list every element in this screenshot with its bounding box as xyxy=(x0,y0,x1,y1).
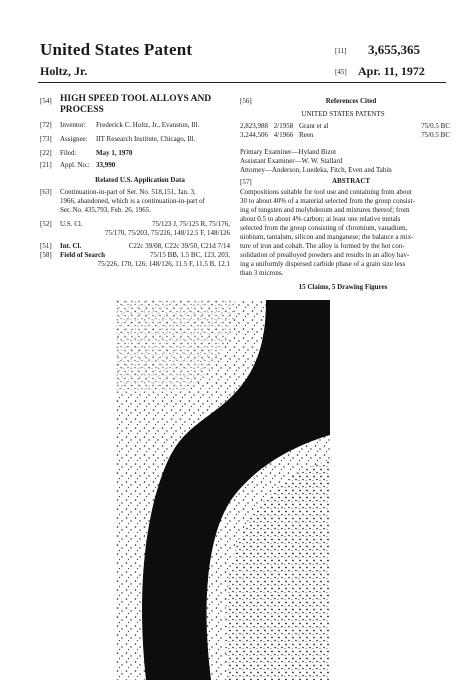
uscl-code: [52] xyxy=(40,220,52,228)
reference-row xyxy=(240,122,450,131)
cont-line: Ser. No. 435,793, Feb. 26, 1965. xyxy=(60,206,151,214)
cont-line: 1966, abandoned, which is a continuation-in-part of xyxy=(60,197,206,205)
inventor-label: Inventor: xyxy=(60,121,86,129)
abstract-line: 30 to about 40% of a material selected from the group consist- xyxy=(240,197,415,205)
abstract-line: about 0.5 to about 4% carbon; at least one relative metals xyxy=(240,215,401,223)
patents-heading: UNITED STATES PATENTS xyxy=(301,110,385,118)
abstract-line: Compositions suitable for tool use and containing from about xyxy=(240,188,412,196)
abstract-line: than 3 microns. xyxy=(240,269,284,277)
patent-number-code: [11] xyxy=(335,47,347,55)
cont-code: [63] xyxy=(40,188,52,196)
patent-date: Apr. 11, 1972 xyxy=(358,64,425,78)
assistant-examiner: Assistant Examiner—W. W. Stallard xyxy=(240,157,343,165)
filed-label: Filed: xyxy=(60,149,77,157)
abstract-line: ture of iron and cobalt. The alloy is formed by the hot con- xyxy=(240,242,405,250)
abstract-text xyxy=(240,188,450,278)
intcl-code: [51] xyxy=(40,242,52,250)
ref-number: 2,823,988 xyxy=(240,122,268,130)
header-rule xyxy=(38,82,446,83)
appl-value: 33,990 xyxy=(96,161,116,169)
inventor-value: Frederick C. Holtz, Jr., Evanston, Ill. xyxy=(96,121,200,129)
title-code: [54] xyxy=(40,97,52,105)
abstract-line: ing a uniformly dispersed carbide phase of a grain size less xyxy=(240,260,406,268)
intcl-label: Int. Cl. xyxy=(60,242,82,250)
inventor-code: [72] xyxy=(40,121,52,129)
refs-heading: References Cited xyxy=(325,97,377,105)
cont-text xyxy=(60,188,232,215)
author-name: Holtz, Jr. xyxy=(40,64,88,78)
uscl-label: U.S. Cl. xyxy=(60,220,83,228)
ref-class: 75/0.5 BC xyxy=(421,122,450,130)
ref-class: 75/0.5 BC xyxy=(421,131,450,139)
related-heading: Related U.S. Application Data xyxy=(95,176,185,184)
abstract-line: ing of tungsten and molybdenum and mixtures thereof; from xyxy=(240,206,410,214)
office-name: United States Patent xyxy=(40,40,193,59)
ref-date: 4/1966 xyxy=(273,131,294,139)
appl-label: Appl. No.: xyxy=(60,161,90,169)
ref-name: Grant et al xyxy=(298,122,329,130)
assignee-label: Assignee: xyxy=(60,135,88,143)
uscl-line: 75/123 J, 75/125 R, 75/176, xyxy=(152,220,230,228)
date-code: [45] xyxy=(335,68,347,76)
attorney: Attorney—Anderson, Luedeka, Fitch, Even and Tabin xyxy=(240,166,392,174)
claims-count: 15 Claims, 5 Drawing Figures xyxy=(298,283,388,291)
field-values xyxy=(60,251,230,269)
filed-value: May 1, 1970 xyxy=(96,149,133,157)
reference-row xyxy=(240,131,450,140)
cont-line: Continuation-in-part of Ser. No. 518,151, Jan. 3, xyxy=(60,188,196,196)
field-line: 75/15 BB, 1.5 BC, 123, 203, xyxy=(149,251,230,259)
filed-code: [22] xyxy=(40,149,52,157)
assignee-code: [73] xyxy=(40,135,52,143)
primary-examiner: Primary Examiner—Hyland Bizot xyxy=(240,148,337,156)
field-line: 75/226, 170, 126; 148/126, 11.5 F, 11.5 B, 12.1 xyxy=(97,260,230,268)
abstract-line: niobium, tantalum, silicon and manganese; the balance a mix- xyxy=(240,233,414,241)
ref-number: 3,244,506 xyxy=(240,131,268,139)
ref-date: 2/1958 xyxy=(273,122,294,130)
assignee-value: IIT Research Institute, Chicago, Ill. xyxy=(96,135,196,143)
patent-number: 3,655,365 xyxy=(368,42,420,57)
examiners xyxy=(240,148,450,175)
uscl-values xyxy=(60,220,230,238)
field-code: [58] xyxy=(40,251,52,259)
abstract-heading: ABSTRACT xyxy=(331,177,371,185)
abstract-code: [57] xyxy=(240,178,252,186)
field-label: Field of Search xyxy=(60,251,105,259)
uscl-line: 75/170, 75/203, 75/226, 148/12.5 F, 148/126 xyxy=(104,229,230,237)
appl-code: [21] xyxy=(40,161,52,169)
ref-name: Reen xyxy=(298,131,314,139)
refs-code: [56] xyxy=(240,97,252,105)
microstructure-figure xyxy=(116,300,330,680)
patent-title: HIGH SPEED TOOL ALLOYS AND PROCESS xyxy=(60,94,212,115)
abstract-line: solidation of prealloyed powders and results in an alloy hav- xyxy=(240,251,410,259)
intcl-value: C22c 39/08, C22c 39/50, C21d 7/14 xyxy=(128,242,230,250)
abstract-line: selected from the group consisting of chromium, vanadium, xyxy=(240,224,408,232)
